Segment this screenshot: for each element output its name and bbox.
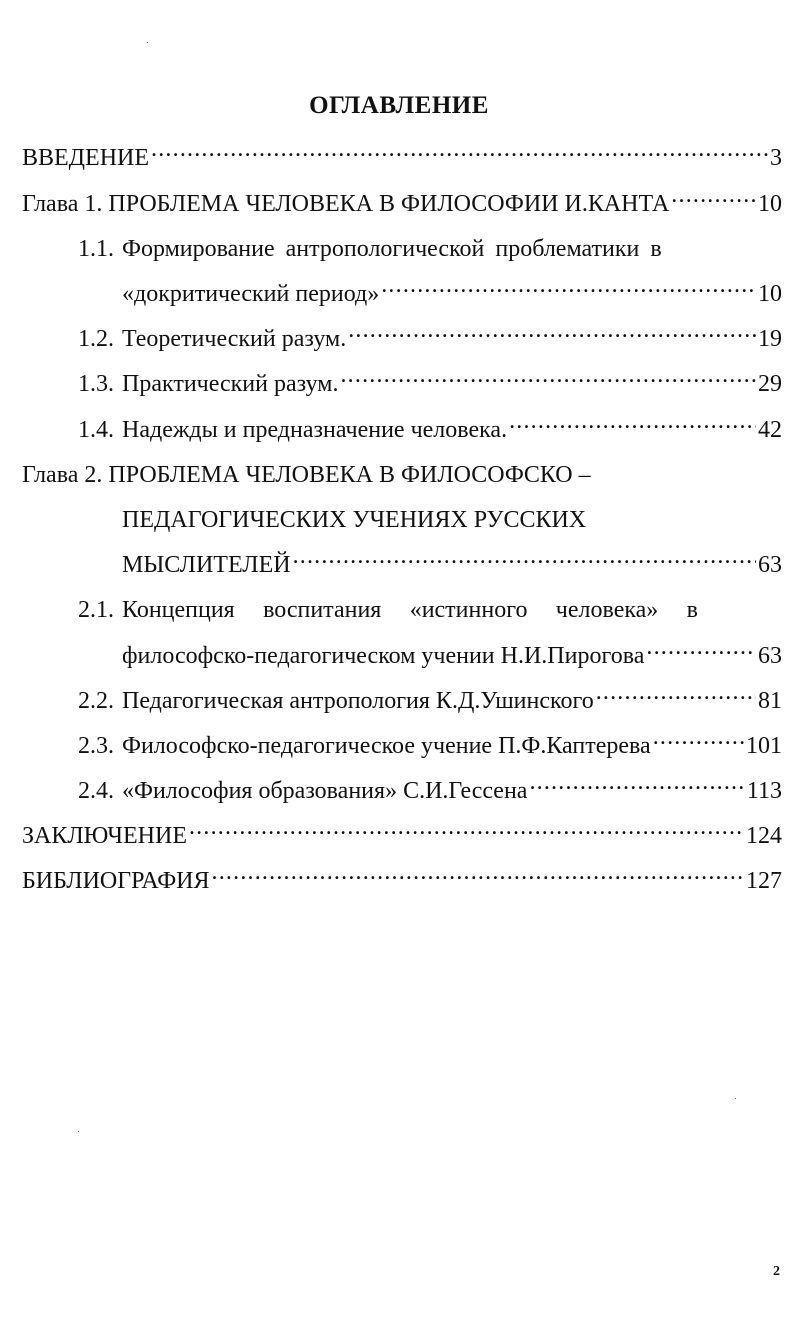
dot-leader	[596, 684, 756, 708]
dot-leader	[293, 548, 756, 572]
section-number: 2.3.	[78, 733, 114, 759]
dot-leader	[340, 367, 756, 391]
page-title: ОГЛАВЛЕНИЕ	[309, 92, 489, 119]
scan-speck	[78, 1131, 79, 1132]
toc-entry-section-1-1[interactable]	[78, 229, 778, 269]
scan-speck	[147, 42, 148, 43]
dot-leader	[646, 639, 756, 663]
toc-entry-text-line1: Формирование антропологической проблематики в	[122, 236, 662, 262]
word: человека»	[555, 597, 659, 623]
toc-entry-text: Глава 1. ПРОБЛЕМА ЧЕЛОВЕКА В ФИЛОСОФИИ И.КАНТА	[22, 191, 670, 217]
toc-page-number: 127	[746, 868, 782, 894]
toc-entry-text: ВВЕДЕНИЕ	[22, 145, 150, 171]
section-number: 1.1.	[78, 236, 114, 262]
toc-entry-text-line2: ПЕДАГОГИЧЕСКИХ УЧЕНИЯХ РУССКИХ	[122, 507, 587, 533]
section-number: 2.2.	[78, 688, 114, 714]
toc-entry-chapter-2-continued-2[interactable]	[122, 545, 782, 585]
dot-leader	[529, 774, 744, 798]
dot-leader	[671, 187, 756, 211]
toc-entry-text: Педагогическая антропология К.Д.Ушинского	[122, 688, 594, 714]
toc-page-number: 101	[746, 733, 782, 759]
toc-entry-section-1-4[interactable]	[78, 410, 782, 450]
dot-leader	[212, 864, 744, 888]
toc-page-number: 63	[758, 552, 782, 578]
dot-leader	[348, 322, 756, 346]
dot-leader	[509, 413, 756, 437]
toc-entry-section-2-1[interactable]	[78, 590, 698, 630]
toc-entry-text: ЗАКЛЮЧЕНИЕ	[22, 823, 187, 849]
toc-entry-chapter-2[interactable]	[22, 455, 782, 495]
scan-speck	[735, 1098, 736, 1099]
toc-page-number: 124	[746, 823, 782, 849]
toc-entry-bibliography[interactable]	[22, 861, 782, 901]
toc-page-number: 113	[746, 778, 782, 804]
section-number: 1.4.	[78, 417, 114, 443]
toc-entry-text: БИБЛИОГРАФИЯ	[22, 868, 210, 894]
toc-entry-chapter-2-continued[interactable]	[122, 500, 782, 540]
dot-leader	[381, 277, 756, 301]
section-number: 1.2.	[78, 326, 114, 352]
toc-entry-text-line1	[122, 590, 698, 630]
toc-page-number: 10	[758, 191, 782, 217]
toc-page-number: 3	[770, 145, 782, 171]
toc-entry-text-line1: Глава 2. ПРОБЛЕМА ЧЕЛОВЕКА В ФИЛОСОФСКО –	[22, 462, 591, 488]
toc-page-number: 63	[758, 643, 782, 669]
toc-entry-section-1-3[interactable]	[78, 364, 782, 404]
toc-entry-text-line2: философско-педагогическом учении Н.И.Пирогова	[122, 643, 645, 669]
toc-entry-conclusion[interactable]	[22, 816, 782, 856]
toc-entry-text: Философско-педагогическое учение П.Ф.Каптерева	[122, 733, 651, 759]
word: воспитания	[263, 597, 382, 623]
page-number: 2	[773, 1264, 780, 1279]
section-number: 1.3.	[78, 371, 114, 397]
dot-leader	[151, 141, 768, 165]
toc-page-number: 42	[758, 417, 782, 443]
toc-entry-section-1-1-continued[interactable]	[122, 274, 782, 314]
toc-entry-section-1-2[interactable]	[78, 319, 782, 359]
toc-entry-section-2-3[interactable]	[78, 726, 782, 766]
toc-entry-section-2-4[interactable]	[78, 771, 782, 811]
toc-page-number: 81	[758, 688, 782, 714]
dot-leader	[653, 729, 744, 753]
dot-leader	[189, 819, 744, 843]
toc-entry-chapter-1[interactable]	[22, 184, 782, 224]
word: в	[686, 597, 698, 623]
toc-entry-text: Надежды и предназначение человека.	[122, 417, 508, 443]
section-number: 2.4.	[78, 778, 114, 804]
toc-entry-text: Практический разум.	[122, 371, 339, 397]
word: Концепция	[122, 597, 235, 623]
toc-page-number: 10	[758, 281, 782, 307]
toc-entry-text: Теоретический разум.	[122, 326, 347, 352]
toc-entry-section-2-2[interactable]	[78, 681, 782, 721]
toc-entry-text-line2: «докритический период»	[122, 281, 380, 307]
word: «истинного	[409, 597, 528, 623]
section-number: 2.1.	[78, 597, 114, 623]
toc-page-number: 19	[758, 326, 782, 352]
toc-page-number: 29	[758, 371, 782, 397]
toc-entry-text: «Философия образования» С.И.Гессена	[122, 778, 528, 804]
toc-entry-introduction[interactable]	[22, 138, 782, 178]
toc-entry-section-2-1-continued[interactable]	[122, 636, 782, 676]
toc-entry-text-line3: МЫСЛИТЕЛЕЙ	[122, 552, 291, 578]
